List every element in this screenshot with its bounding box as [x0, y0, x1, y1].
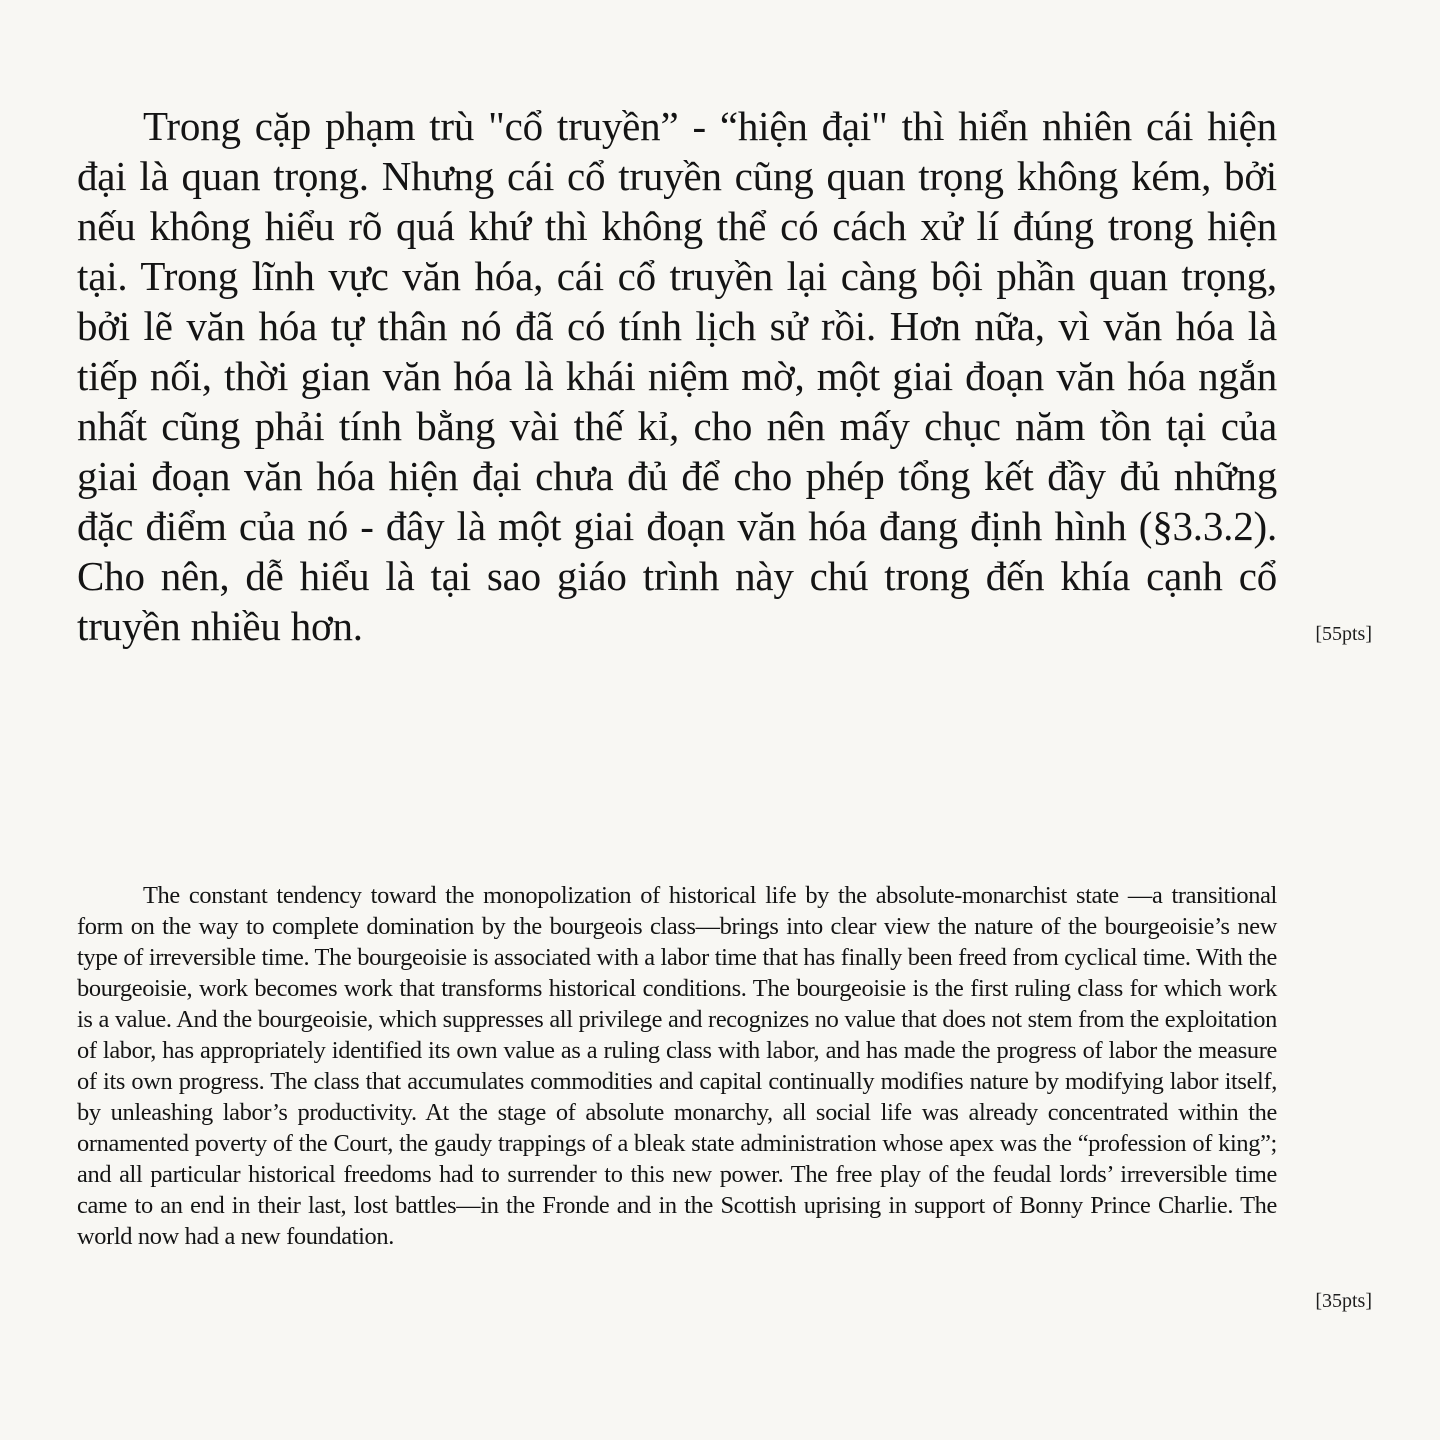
vietnamese-text-specimen — [77, 101, 1277, 651]
specimen-paragraph-55pt: Trong cặp phạm trù "cổ truyền” - “hiện đại" thì hiển nhiên cái hiện đại là quan trọng. Nhưng cái cổ truyền cũng quan trọng không kém, bởi nếu không hiểu rõ quá khứ thì không thể có cách xử lí đúng trong hiện tại. Trong lĩnh vực văn hóa, cái cổ truyền lại càng bội phần quan trọng, bởi lẽ văn hóa tự thân nó đã có tính lịch sử rồi. Hơn nữa, vì văn hóa là tiếp nối, thời gian văn hóa là khái niệm mờ, một giai đoạn văn hóa ngắn nhất cũng phải tính bằng vài thế kỉ, cho nên mấy chục năm tồn tại của giai đoạn văn hóa hiện đại chưa đủ để cho phép tổng kết đầy đủ những đặc điểm của nó - đây là một giai đoạn văn hóa đang định hình (§3.3.2). Cho nên, dễ hiểu là tại sao giáo trình này chú trong đến khía cạnh cổ truyền nhiều hơn. — [77, 103, 1277, 649]
font-size-label-55pts: [55pts] — [1315, 623, 1372, 645]
english-text-specimen — [77, 880, 1277, 1252]
font-size-label-35pts: [35pts] — [1315, 1290, 1372, 1312]
specimen-paragraph-35pt: The constant tendency toward the monopolization of historical life by the absolute-monarchist state —a transitional form on the way to complete domination by the bourgeois class—brings into clear view the nature of the bourgeoisie’s new type of irreversible time. The bourgeoisie is associated with a labor time that has finally been freed from cyclical time. With the bourgeoisie, work becomes work that transforms historical conditions. The bourgeoisie is the first ruling class for which work is a value. And the bourgeoisie, which suppresses all privilege and recognizes no value that does not stem from the exploitation of labor, has appropriately identified its own value as a ruling class with labor, and has made the progress of labor the measure of its own progress. The class that accumulates commodities and capital continually modifies nature by modifying labor itself, by unleashing labor’s productivity. At the stage of absolute monarchy, all social life was already concentrated within the ornamented poverty of the Court, the gaudy trappings of a bleak state administration whose apex was the “profession of king”; and all particular historical freedoms had to surrender to this new power. The free play of the feudal lords’ irreversible time came to an end in their last, lost battles—in the Fronde and in the Scottish uprising in support of Bonny Prince Charlie. The world now had a new foundation. — [77, 882, 1277, 1250]
